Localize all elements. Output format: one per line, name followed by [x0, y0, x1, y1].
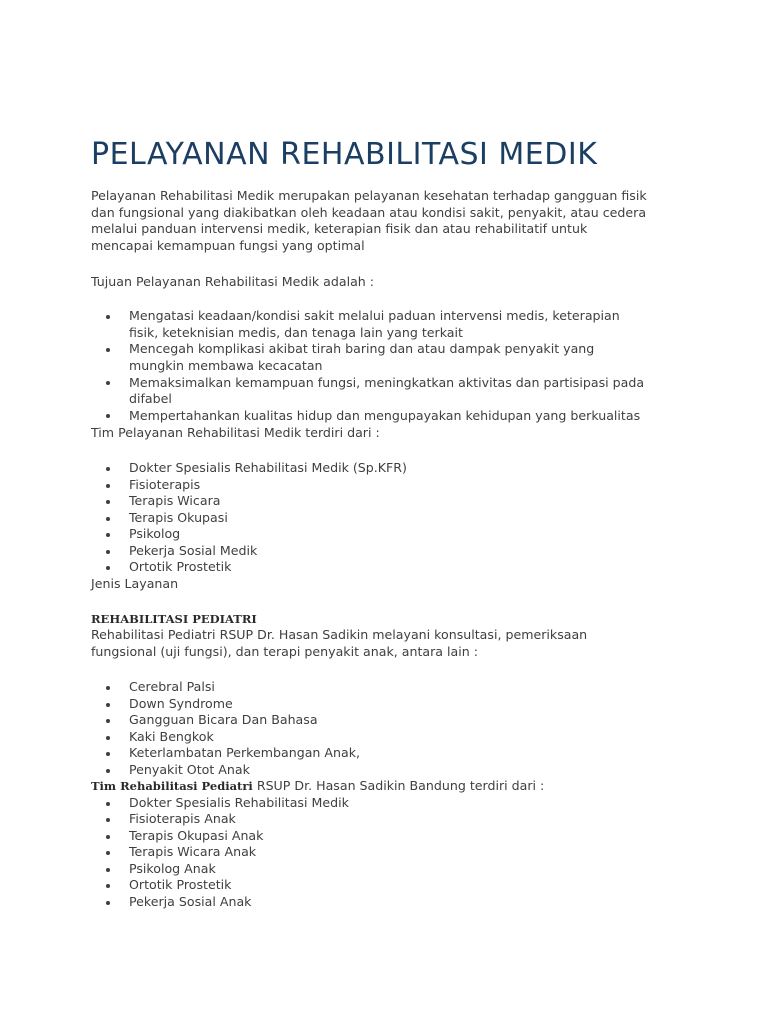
tim-item: Fisioterapis	[129, 476, 201, 492]
tim-pediatri-bold: Tim Rehabilitasi Pediatri	[91, 779, 253, 793]
bullet-icon	[106, 703, 110, 707]
bullet-icon	[106, 484, 110, 488]
tim-item: Dokter Spesialis Rehabilitasi Medik (Sp.KFR)	[129, 460, 407, 475]
tujuan-item-2-line-2: mungkin membawa kecacatan	[129, 357, 323, 373]
tujuan-item-1-line-2: fisik, keteknisian medis, dan tenaga lain yang terkait	[129, 324, 463, 340]
bullet-icon	[106, 736, 110, 740]
pediatri-intro-line-1: Rehabilitasi Pediatri RSUP Dr. Hasan Sadikin melayani konsultasi, pemeriksaan	[91, 627, 588, 642]
tujuan-item-4-line-1: Mempertahankan kualitas hidup dan mengupayakan kehidupan yang berkualitas	[129, 407, 641, 423]
tim-pediatri-heading	[91, 778, 544, 795]
bullet-icon	[106, 348, 110, 352]
bullet-icon	[106, 818, 110, 822]
bullet-icon	[106, 414, 110, 418]
page-title: PELAYANAN REHABILITASI MEDIK	[91, 137, 598, 172]
jenis-layanan-label: Jenis Layanan	[91, 575, 179, 591]
bullet-icon	[106, 517, 110, 521]
tujuan-item-3-line-1: Memaksimalkan kemampuan fungsi, meningkatkan aktivitas dan partisipasi pada	[129, 374, 645, 390]
tim-item: Terapis Okupasi	[129, 509, 228, 525]
tim-pediatri-item: Pekerja Sosial Anak	[129, 893, 252, 909]
bullet-icon	[106, 868, 110, 872]
tim-item: Psikolog	[129, 526, 181, 541]
bullet-icon	[106, 719, 110, 723]
intro-line-3: melalui panduan intervensi medik, keterapian fisik dan atau rehabilitatif untuk	[91, 221, 588, 236]
intro-line-2: dan fungsional yang diakibatkan oleh keadaan atau kondisi sakit, penyakit, atau cedera	[91, 204, 647, 220]
tujuan-heading: Tujuan Pelayanan Rehabilitasi Medik adalah :	[91, 274, 375, 289]
bullet-icon	[106, 769, 110, 773]
bullet-icon	[106, 381, 110, 385]
tujuan-item-1-line-1: Mengatasi keadaan/kondisi sakit melalui paduan intervensi medis, keterapian	[129, 308, 620, 323]
tim-pediatri-item: Terapis Wicara Anak	[129, 844, 257, 859]
pediatri-item: Kaki Bengkok	[129, 728, 214, 744]
pediatri-item: Penyakit Otot Anak	[129, 761, 250, 777]
tim-pediatri-item: Psikolog Anak	[129, 860, 216, 876]
pediatri-item: Keterlambatan Perkembangan Anak,	[129, 745, 361, 760]
bullet-icon	[106, 884, 110, 888]
bullet-icon	[106, 901, 110, 905]
pediatri-item: Gangguan Bicara Dan Bahasa	[129, 712, 318, 727]
tim-pediatri-item: Dokter Spesialis Rehabilitasi Medik	[129, 794, 349, 810]
pediatri-heading: REHABILITASI PEDIATRI	[91, 612, 257, 626]
bullet-icon	[106, 566, 110, 570]
bullet-icon	[106, 835, 110, 839]
tim-pediatri-item: Fisioterapis Anak	[129, 811, 236, 826]
tim-pediatri-rest: RSUP Dr. Hasan Sadikin Bandung terdiri dari :	[252, 778, 545, 793]
pediatri-item: Down Syndrome	[129, 695, 233, 711]
tujuan-item-3-line-2: difabel	[129, 391, 172, 406]
bullet-icon	[106, 533, 110, 537]
bullet-icon	[106, 802, 110, 806]
tim-item: Terapis Wicara	[129, 493, 221, 508]
bullet-icon	[106, 851, 110, 855]
bullet-icon	[106, 550, 110, 554]
tim-heading: Tim Pelayanan Rehabilitasi Medik terdiri dari :	[91, 425, 380, 440]
tujuan-item-2-line-1: Mencegah komplikasi akibat tirah baring dan atau dampak penyakit yang	[129, 341, 595, 356]
bullet-icon	[106, 500, 110, 504]
bullet-icon	[106, 686, 110, 690]
bullet-icon	[106, 467, 110, 471]
pediatri-intro-line-2: fungsional (uji fungsi), dan terapi penyakit anak, antara lain :	[91, 643, 478, 659]
intro-line-4: mencapai kemampuan fungsi yang optimal	[91, 237, 365, 253]
pediatri-item: Cerebral Palsi	[129, 679, 215, 694]
intro-line-1: Pelayanan Rehabilitasi Medik merupakan pelayanan kesehatan terhadap gangguan fisik	[91, 188, 647, 203]
bullet-icon	[106, 752, 110, 756]
tim-item: Pekerja Sosial Medik	[129, 542, 258, 558]
tim-item: Ortotik Prostetik	[129, 559, 232, 574]
tim-pediatri-item: Terapis Okupasi Anak	[129, 827, 264, 843]
tim-pediatri-item: Ortotik Prostetik	[129, 877, 232, 892]
bullet-icon	[106, 315, 110, 319]
